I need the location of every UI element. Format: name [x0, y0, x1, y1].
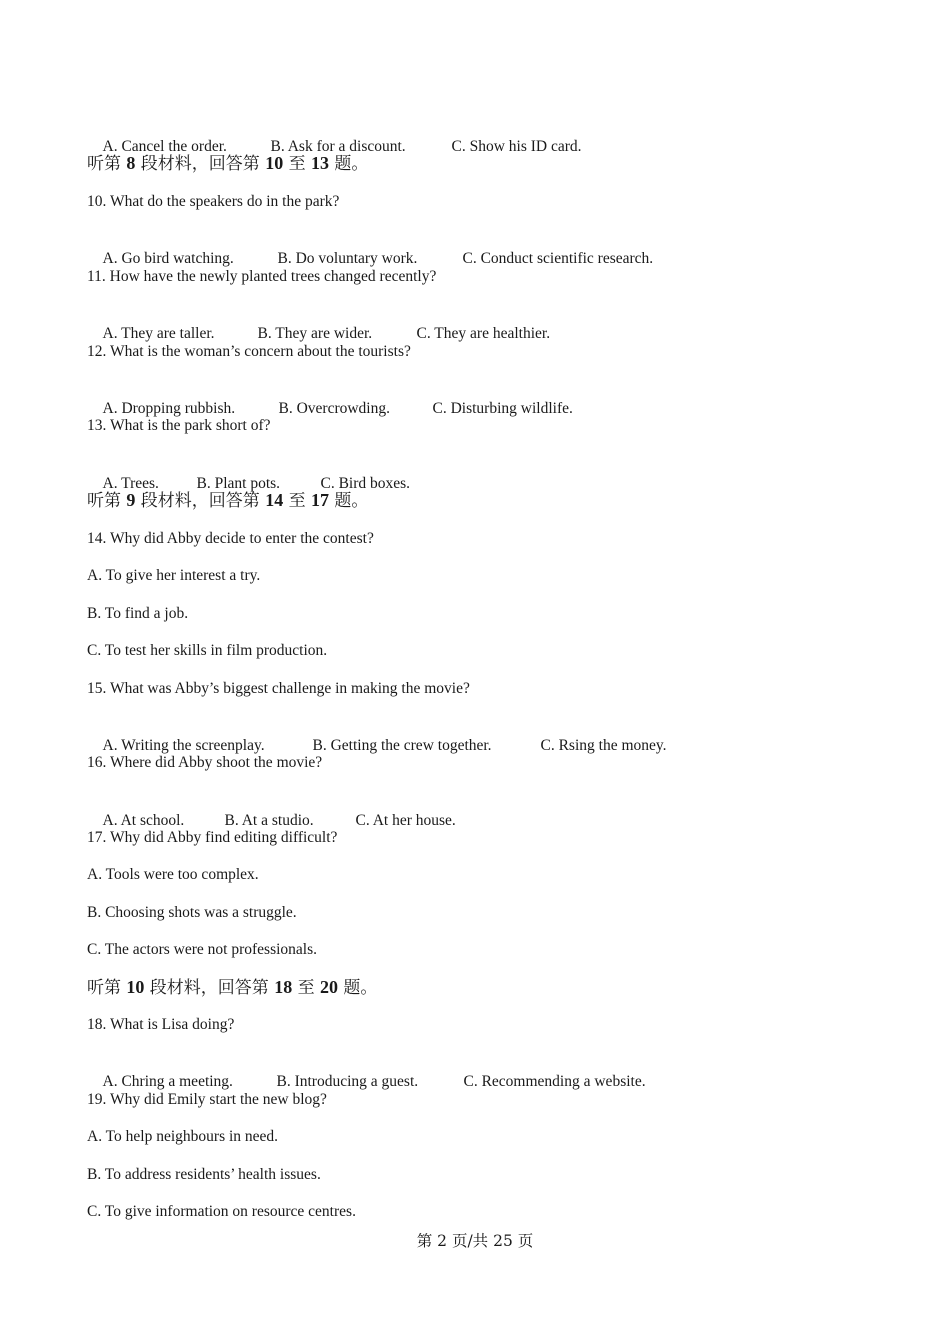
option-a: A. Trees. — [102, 475, 159, 492]
option-a: A. Dropping rubbish. — [102, 400, 236, 417]
option-a: A. Chring a meeting. — [102, 1073, 233, 1090]
option-b: B. Getting the crew together. — [312, 737, 492, 754]
question-18: 18. What is Lisa doing? — [87, 1016, 235, 1033]
question-11: 11. How have the newly planted trees changed recently? — [87, 268, 437, 285]
option-c: C. Conduct scientific research. — [462, 250, 654, 267]
section-heading-10: 听第 10 段材料，回答第 18 至 20 题。 — [87, 977, 378, 998]
option-a: A. Go bird watching. — [102, 250, 234, 267]
option-17c: C. The actors were not professionals. — [87, 941, 318, 958]
question-15: 15. What was Abby’s biggest challenge in making the movie? — [87, 680, 470, 697]
question-19: 19. Why did Emily start the new blog? — [87, 1091, 327, 1108]
option-b: B. They are wider. — [257, 325, 373, 342]
option-14c: C. To test her skills in film production. — [87, 642, 328, 659]
question-12: 12. What is the woman’s concern about the tourists? — [87, 343, 411, 360]
question-13: 13. What is the park short of? — [87, 417, 271, 434]
option-c: C. Show his ID card. — [451, 138, 582, 155]
option-a: A. At school. — [102, 812, 185, 829]
page-footer: 第 2 页/共 25 页 — [416, 1232, 534, 1250]
option-b: B. Overcrowding. — [278, 400, 390, 417]
option-b: B. Ask for a discount. — [270, 138, 406, 155]
question-14: 14. Why did Abby decide to enter the contest? — [87, 530, 374, 547]
option-c: C. They are healthier. — [416, 325, 551, 342]
option-c: C. Bird boxes. — [320, 475, 411, 492]
question-10: 10. What do the speakers do in the park? — [87, 193, 340, 210]
option-c: C. Recommending a website. — [463, 1073, 646, 1090]
section-heading-9: 听第 9 段材料，回答第 14 至 17 题。 — [87, 490, 369, 511]
option-b: B. Plant pots. — [196, 475, 281, 492]
option-14a: A. To give her interest a try. — [87, 567, 261, 584]
option-a: A. Writing the screenplay. — [102, 737, 265, 754]
option-b: B. At a studio. — [224, 812, 314, 829]
option-14b: B. To find a job. — [87, 605, 189, 622]
section-heading-8: 听第 8 段材料，回答第 10 至 13 题。 — [87, 153, 369, 174]
option-17a: A. Tools were too complex. — [87, 866, 259, 883]
option-b: B. Do voluntary work. — [277, 250, 418, 267]
option-b: B. Introducing a guest. — [276, 1073, 419, 1090]
option-a: A. They are taller. — [102, 325, 215, 342]
option-a: A. Cancel the order. — [102, 138, 227, 155]
option-c: C. At her house. — [355, 812, 456, 829]
option-17b: B. Choosing shots was a struggle. — [87, 904, 297, 921]
option-19c: C. To give information on resource centres. — [87, 1203, 356, 1220]
option-19b: B. To address residents’ health issues. — [87, 1166, 321, 1183]
question-16: 16. Where did Abby shoot the movie? — [87, 754, 323, 771]
option-19a: A. To help neighbours in need. — [87, 1128, 279, 1145]
option-c: C. Rsing the money. — [540, 737, 667, 754]
question-17: 17. Why did Abby find editing difficult? — [87, 829, 338, 846]
option-c: C. Disturbing wildlife. — [432, 400, 573, 417]
